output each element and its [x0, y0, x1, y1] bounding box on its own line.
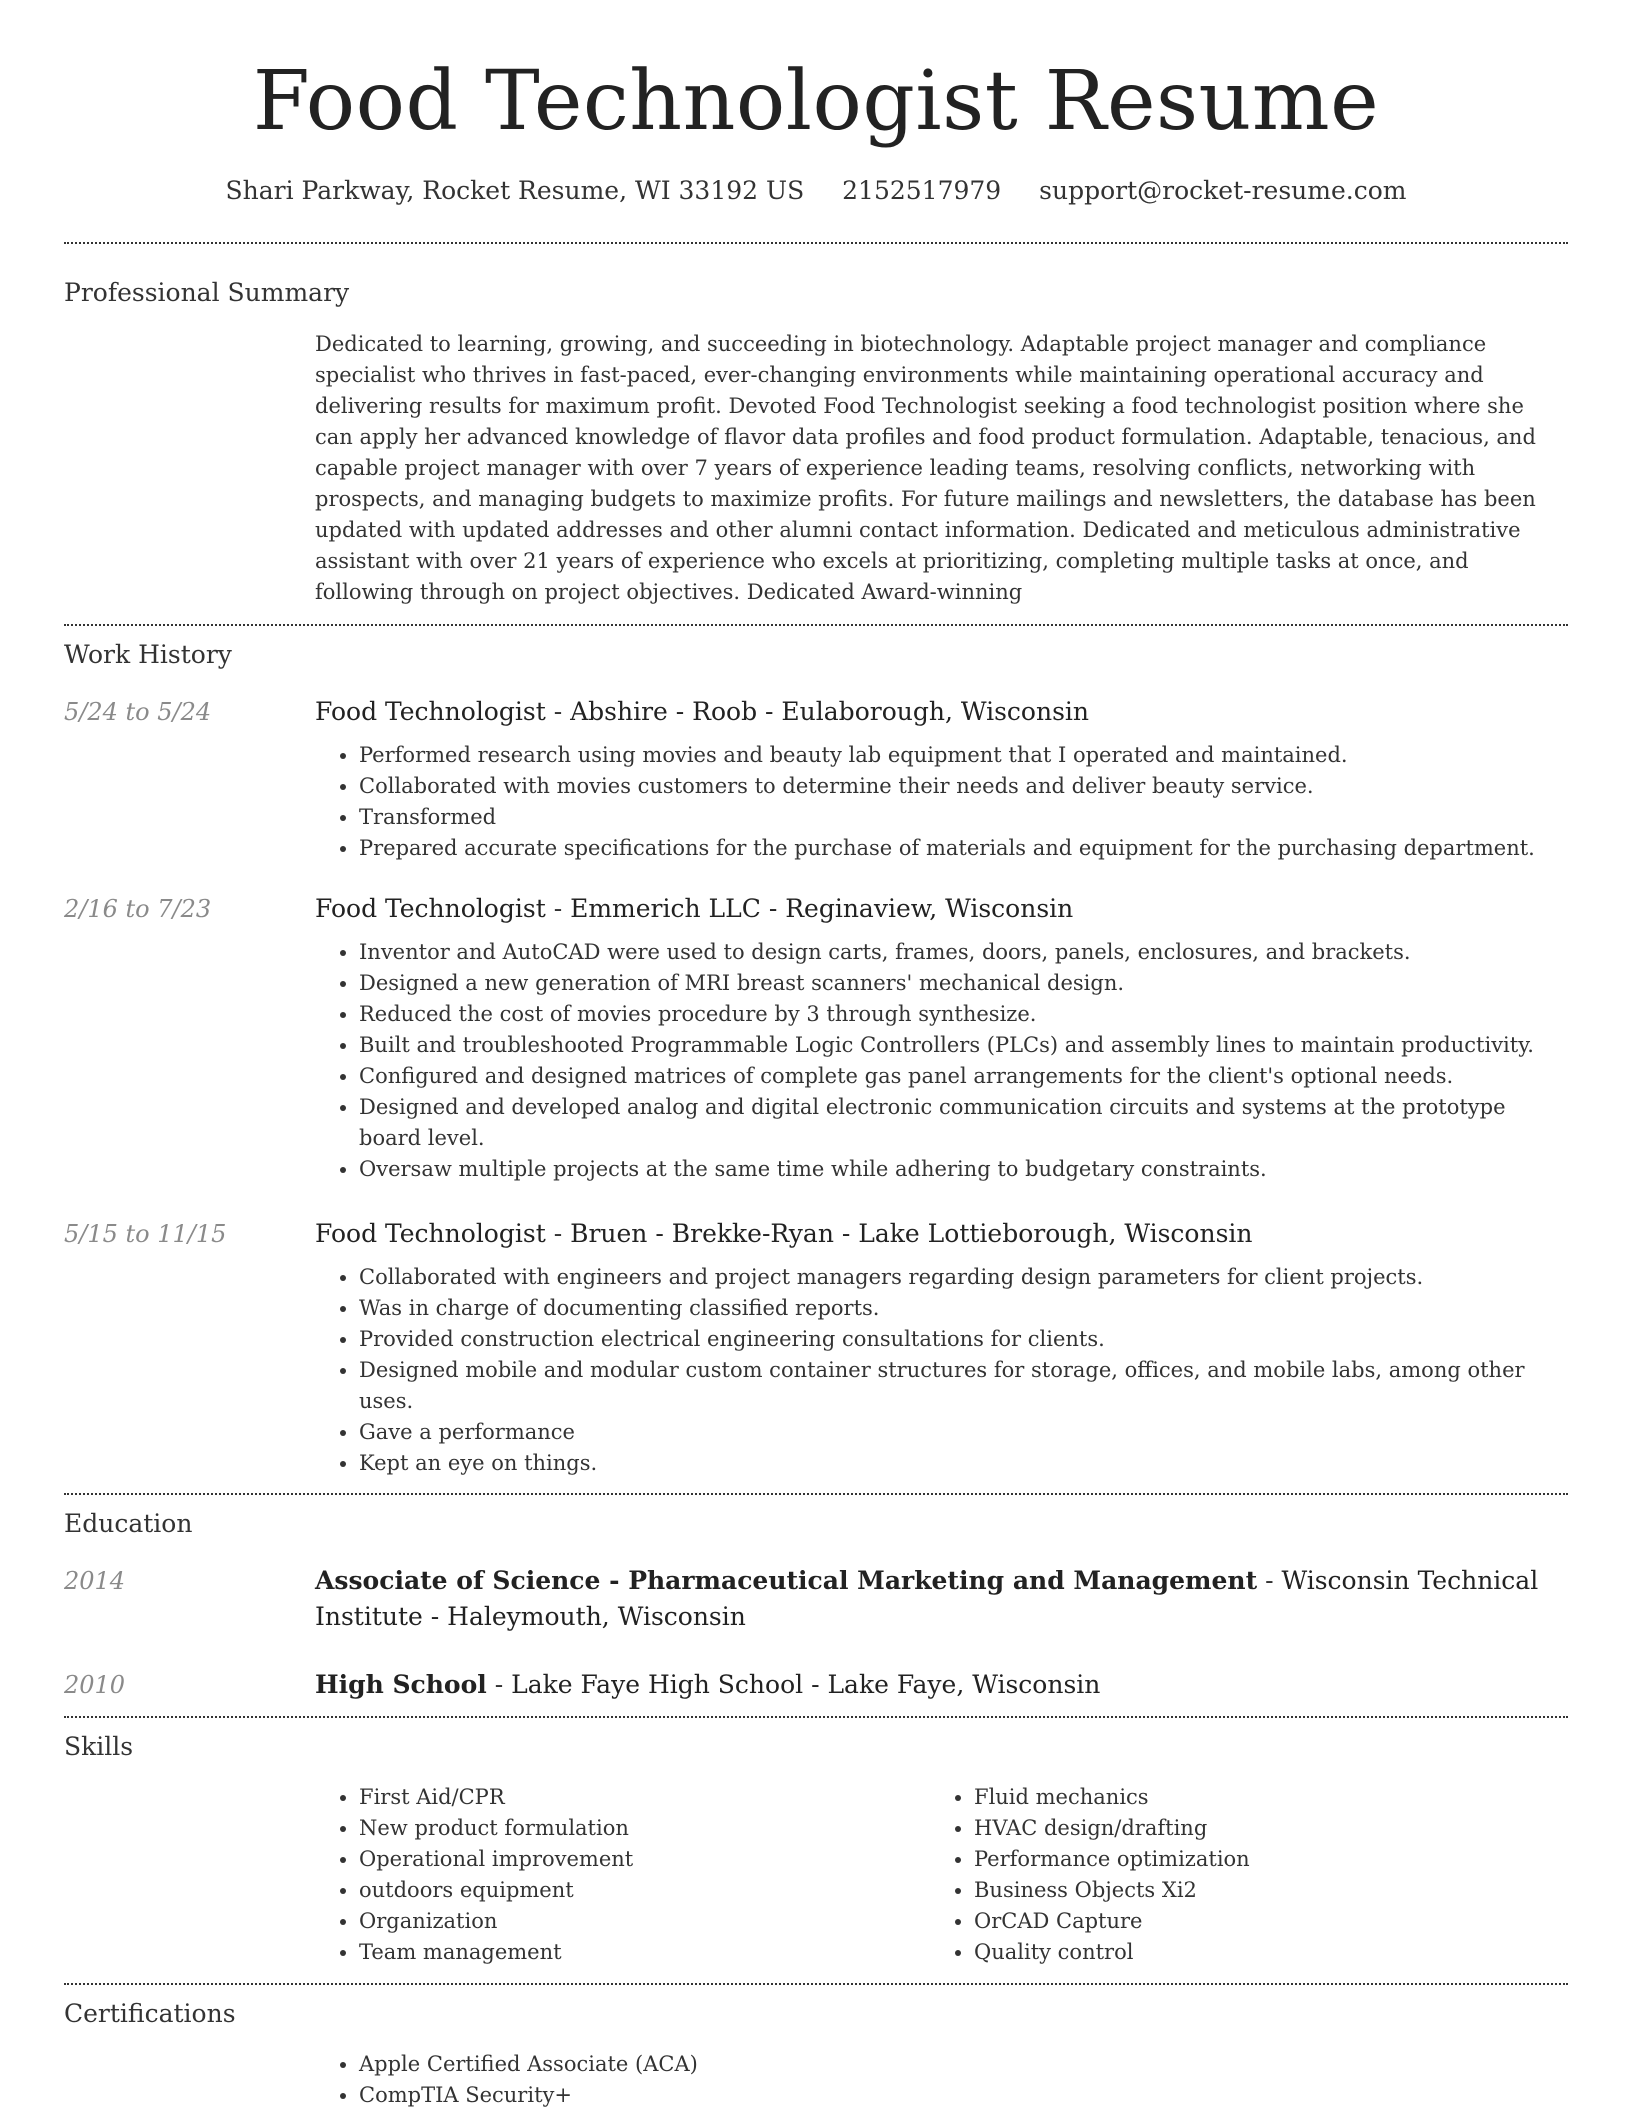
skills-heading: Skills — [64, 1732, 134, 1761]
education-entry — [64, 1563, 1568, 1635]
job-role: Food Technologist — [315, 894, 546, 923]
section-divider — [64, 1983, 1568, 1985]
skills-right-list — [930, 1782, 1545, 1968]
job-bullet: • Designed a new generation of MRI breast scanners' mechanical design. — [359, 968, 1568, 999]
certifications-section — [64, 1997, 1568, 2111]
skill-item: • Performance optimization — [974, 1844, 1545, 1875]
education-content — [315, 1667, 1568, 1703]
education-year: 2010 — [64, 1671, 126, 1699]
job-role: Food Technologist — [315, 1219, 546, 1248]
job-bullet: • Prepared accurate specifications for the purchase of materials and equipment for the purchasing department. — [359, 833, 1568, 864]
certification-item: • CompTIA Security+ — [359, 2080, 698, 2111]
education-section — [64, 1507, 1568, 1703]
job-bullets — [315, 1262, 1568, 1479]
summary-section — [64, 276, 1568, 608]
summary-text: Dedicated to learning, growing, and succeeding in biotechnology. Adaptable project manager and compliance specialist who thrives in fast-paced, ever-changing environments while maintaining operational accuracy and delivering results for maximum profit. Devoted Food Technologist seeking a food technologist position where she can apply her advanced knowledge of flavor data profiles and food product formulation. Adaptable, tenacious, and capable project manager with over 7 years of experience leading teams, resolving conflicts, networking with prospects, and managing budgets to maximize profits. For future mailings and newsletters, the database has been updated with updated addresses and other alumni contact information. Dedicated and meticulous administrative assistant with over 21 years of experience who excels at prioritizing, completing multiple tasks at once, and following through on project objectives. Dedicated Award-winning — [315, 332, 1536, 604]
education-entry — [64, 1667, 1568, 1703]
job-bullet: • Gave a performance — [359, 1417, 1568, 1448]
job-bullet: • Built and troubleshooted Programmable Logic Controllers (PLCs) and assembly lines to maintain productivity. — [359, 1030, 1568, 1061]
education-degree: High School — [315, 1670, 487, 1699]
job-entry — [64, 891, 1568, 1185]
certifications-list — [315, 2049, 698, 2111]
job-bullet: • Designed and developed analog and digital electronic communication circuits and systems at the prototype board level. — [359, 1092, 1568, 1154]
job-content — [315, 891, 1568, 1185]
job-heading — [315, 891, 1568, 927]
section-divider — [64, 242, 1568, 244]
heading-separator: - — [545, 1219, 571, 1248]
education-year: 2014 — [64, 1567, 126, 1595]
work-history-section — [64, 638, 1568, 1479]
section-divider — [64, 624, 1568, 626]
contact-line — [64, 174, 1568, 208]
job-content — [315, 1216, 1568, 1479]
skill-item: • First Aid/CPR — [359, 1782, 930, 1813]
job-company: Bruen - Brekke-Ryan - Lake Lottieborough, Wisconsin — [570, 1219, 1253, 1248]
education-heading: Education — [64, 1509, 193, 1538]
job-heading — [315, 1216, 1568, 1252]
certifications-heading: Certifications — [64, 1999, 236, 2028]
heading-separator: - — [545, 697, 571, 726]
section-divider — [64, 1716, 1568, 1718]
contact-phone: 2152517979 — [842, 176, 1002, 205]
job-role: Food Technologist — [315, 697, 546, 726]
job-bullet: • Configured and designed matrices of complete gas panel arrangements for the client's optional needs. — [359, 1061, 1568, 1092]
skill-item: • Organization — [359, 1906, 930, 1937]
job-heading — [315, 694, 1568, 730]
heading-separator: - — [486, 1670, 512, 1699]
skill-item: • Fluid mechanics — [974, 1782, 1545, 1813]
section-divider — [64, 1493, 1568, 1495]
job-company: Emmerich LLC - Reginaview, Wisconsin — [570, 894, 1074, 923]
resume-title: Food Technologist Resume — [252, 54, 1380, 149]
job-entry — [64, 694, 1568, 864]
skill-item: • HVAC design/drafting — [974, 1813, 1545, 1844]
job-bullet: • Inventor and AutoCAD were used to design carts, frames, doors, panels, enclosures, and brackets. — [359, 937, 1568, 968]
work-history-heading: Work History — [64, 640, 232, 669]
skills-left-list — [315, 1782, 930, 1968]
skill-item: • Operational improvement — [359, 1844, 930, 1875]
job-dates: 5/24 to 5/24 — [64, 698, 212, 726]
skill-item: • Business Objects Xi2 — [974, 1875, 1545, 1906]
certification-item: • Apple Certified Associate (ACA) — [359, 2049, 698, 2080]
heading-separator: - — [545, 894, 571, 923]
contact-email: support@rocket-resume.com — [1039, 176, 1407, 205]
education-degree: Associate of Science - Pharmaceutical Marketing and Management — [315, 1566, 1258, 1595]
heading-separator: - — [1257, 1566, 1282, 1595]
job-bullet: • Oversaw multiple projects at the same time while adhering to budgetary constraints. — [359, 1154, 1568, 1185]
job-bullet: • Designed mobile and modular custom container structures for storage, offices, and mobile labs, among other uses. — [359, 1355, 1568, 1417]
job-bullet: • Provided construction electrical engineering consultations for clients. — [359, 1324, 1568, 1355]
job-dates: 2/16 to 7/23 — [64, 895, 212, 923]
job-company: Abshire - Roob - Eulaborough, Wisconsin — [570, 697, 1090, 726]
skill-item: • Quality control — [974, 1937, 1545, 1968]
education-heading-line — [315, 1667, 1568, 1703]
skills-columns — [315, 1782, 1568, 1968]
job-bullet: • Reduced the cost of movies procedure by 3 through synthesize. — [359, 999, 1568, 1030]
summary-heading: Professional Summary — [64, 278, 350, 307]
certifications-list-wrap — [315, 2049, 1568, 2111]
job-bullet: • Collaborated with movies customers to determine their needs and deliver beauty service. — [359, 771, 1568, 802]
job-bullet: • Kept an eye on things. — [359, 1448, 1568, 1479]
job-bullet: • Was in charge of documenting classified reports. — [359, 1293, 1568, 1324]
skill-item: • New product formulation — [359, 1813, 930, 1844]
job-dates: 5/15 to 11/15 — [64, 1220, 227, 1248]
job-bullet: • Transformed — [359, 802, 1568, 833]
job-content — [315, 694, 1568, 864]
skill-item: • outdoors equipment — [359, 1875, 930, 1906]
skill-item: • OrCAD Capture — [974, 1906, 1545, 1937]
resume-document — [64, 0, 1568, 2111]
job-bullet: • Collaborated with engineers and project managers regarding design parameters for client projects. — [359, 1262, 1568, 1293]
contact-address: Shari Parkway, Rocket Resume, WI 33192 US — [225, 176, 805, 205]
job-bullets — [315, 740, 1568, 864]
skills-section — [64, 1730, 1568, 1968]
education-school: Lake Faye High School - Lake Faye, Wisconsin — [511, 1670, 1101, 1699]
job-entry — [64, 1216, 1568, 1479]
job-bullets — [315, 937, 1568, 1185]
skill-item: • Team management — [359, 1937, 930, 1968]
education-content — [315, 1563, 1568, 1635]
education-heading-line — [315, 1563, 1568, 1635]
education-school: Wisconsin Technical Institute - Haleymouth, Wisconsin — [315, 1566, 1539, 1631]
job-bullet: • Performed research using movies and beauty lab equipment that I operated and maintained. — [359, 740, 1568, 771]
